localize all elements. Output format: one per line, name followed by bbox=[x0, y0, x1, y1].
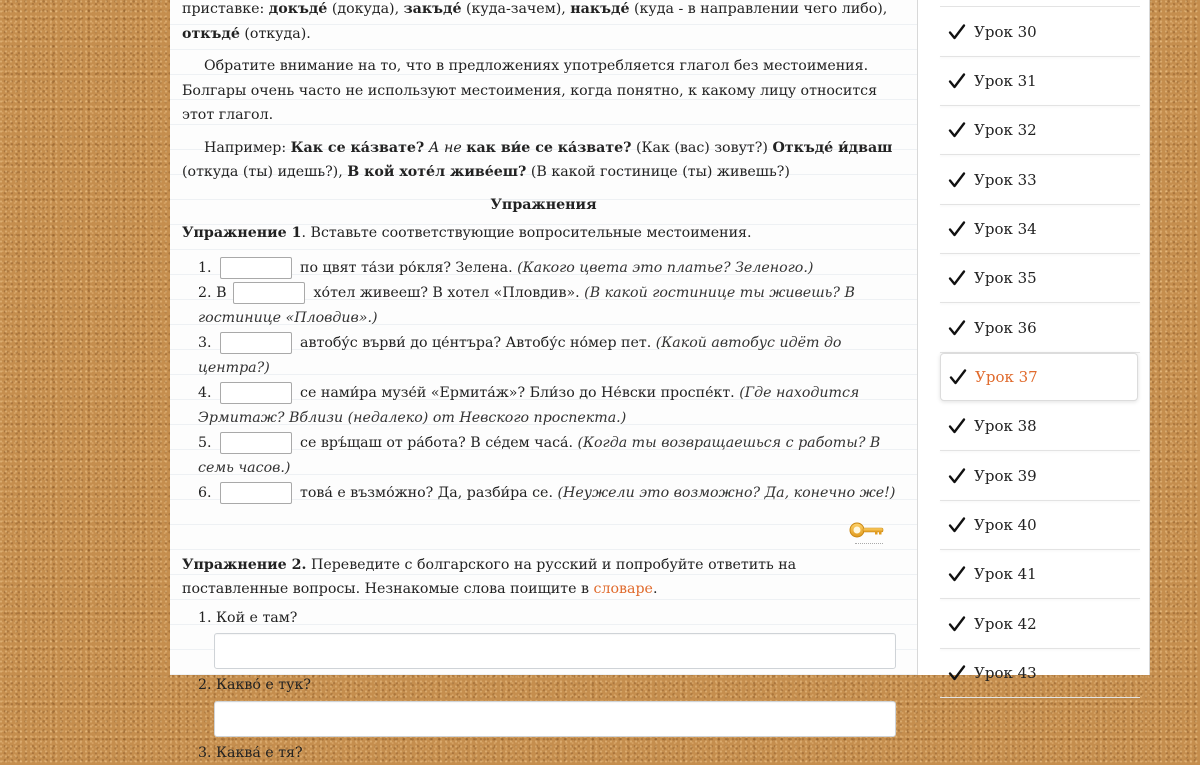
sidebar-item-lesson-35[interactable] bbox=[940, 254, 1140, 302]
exercise-instruction: . Вставьте соответствующие вопросительные местоимения. bbox=[302, 225, 752, 241]
sidebar-item-lesson-39[interactable] bbox=[940, 452, 1140, 500]
item-number: 2. bbox=[198, 285, 212, 301]
answer-input-2[interactable] bbox=[214, 701, 896, 737]
blank-input-2[interactable] bbox=[233, 282, 305, 304]
exercise-title: Упражнение 2. bbox=[182, 557, 306, 573]
item-number: 5. bbox=[198, 431, 213, 456]
note-paragraph: Обратите внимание на то, что в предложениях употребляется глагол без местоимения. Болгары очень часто не используют местоимения, когда понятно, к какому лицу относится этот глагол. bbox=[182, 54, 905, 128]
answer-key-row bbox=[182, 507, 905, 553]
item-text: се връ́щаш от ра́бота? В се́дем часа́. bbox=[300, 435, 577, 451]
text: (В какой гостинице (ты) живешь?) bbox=[526, 164, 790, 180]
item-translation: (Когда ты возвращаешься с работы? В семь часов.) bbox=[198, 435, 880, 476]
lesson-label: Урок 39 bbox=[974, 467, 1037, 485]
item-translation: (Неужели это возможно? Да, конечно же!) bbox=[557, 485, 895, 501]
exercise-2-questions bbox=[182, 606, 905, 765]
lesson-label: Урок 31 bbox=[974, 72, 1037, 90]
exercise-item bbox=[182, 481, 905, 506]
item-text: се нами́ра музе́й «Ермита́ж»? Бли́зо до Не́вски проспе́кт. bbox=[300, 385, 739, 401]
exercise-item bbox=[182, 431, 905, 480]
sidebar-item-lesson-38[interactable] bbox=[940, 402, 1140, 450]
exercise-item bbox=[182, 281, 905, 330]
word: накъде́ bbox=[570, 1, 629, 17]
exercise-1-list bbox=[182, 256, 905, 506]
blank-input-1[interactable] bbox=[220, 257, 292, 279]
lesson-label: Урок 41 bbox=[974, 565, 1037, 583]
word: докъде́ bbox=[269, 1, 328, 17]
intro-paragraph bbox=[182, 0, 905, 46]
sidebar-item-lesson-40[interactable] bbox=[940, 501, 1140, 549]
question-label: 3. Каква́ е тя? bbox=[182, 741, 905, 765]
phrase: А не bbox=[429, 140, 462, 156]
sidebar-item-lesson-31[interactable] bbox=[940, 57, 1140, 105]
exercise-instruction: Переведите с болгарского на русский и попробуйте ответить на поставленные вопросы. Незнакомые слова поищите в bbox=[182, 557, 796, 598]
sidebar-item-lesson-36[interactable] bbox=[940, 304, 1140, 352]
sidebar-item-lesson-37[interactable] bbox=[940, 353, 1138, 401]
exercise-1-title bbox=[182, 221, 905, 246]
sidebar-item-lesson-33[interactable] bbox=[940, 156, 1140, 204]
checkmark-icon bbox=[948, 467, 966, 485]
checkmark-icon bbox=[948, 664, 966, 682]
exercise-item bbox=[182, 381, 905, 430]
lessons-sidebar bbox=[917, 0, 1150, 675]
item-text: по цвят та́зи ро́кля? Зелена. bbox=[300, 260, 517, 276]
lesson-label: Урок 35 bbox=[974, 269, 1037, 287]
checkmark-icon bbox=[948, 319, 966, 337]
item-number: 1. bbox=[198, 256, 213, 281]
page-container bbox=[170, 0, 1150, 675]
text: (куда-зачем), bbox=[461, 1, 570, 17]
question-label: 2. Какво́ е тук? bbox=[182, 673, 905, 698]
exercise-item bbox=[182, 256, 905, 281]
checkmark-icon bbox=[948, 121, 966, 139]
text: (докуда), bbox=[327, 1, 403, 17]
item-prefix: В bbox=[216, 285, 226, 301]
phrase: Как се ка́звате? bbox=[291, 140, 425, 156]
lesson-label: Урок 43 bbox=[974, 664, 1037, 682]
text: (Как (вас) зовут?) bbox=[631, 140, 772, 156]
lesson-label: Урок 36 bbox=[974, 319, 1037, 337]
blank-input-3[interactable] bbox=[220, 332, 292, 354]
lesson-label: Урок 38 bbox=[974, 417, 1037, 435]
checkmark-icon bbox=[948, 23, 966, 41]
question-label: 1. Кой е там? bbox=[182, 606, 905, 631]
lesson-label: Урок 42 bbox=[974, 615, 1037, 633]
checkmark-icon bbox=[948, 269, 966, 287]
dictionary-link[interactable]: словаре bbox=[594, 581, 653, 597]
lesson-label: Урок 32 bbox=[974, 121, 1037, 139]
example-paragraph bbox=[182, 136, 905, 185]
item-text: това́ е възмо́жно? Да, разби́ра се. bbox=[300, 485, 557, 501]
item-translation: (Какой автобус идёт до центра?) bbox=[198, 335, 841, 376]
checkmark-icon bbox=[948, 565, 966, 583]
text: (куда - в направлении чего либо), bbox=[630, 1, 888, 17]
word: откъде́ bbox=[182, 26, 240, 42]
item-number: 3. bbox=[198, 331, 213, 356]
phrase: Откъде́ и́дваш bbox=[772, 140, 892, 156]
lesson-content bbox=[170, 0, 917, 675]
checkmark-icon bbox=[948, 72, 966, 90]
item-text: хо́тел живееш? В хотел «Пловдив». bbox=[314, 285, 585, 301]
text: приставке: bbox=[182, 1, 269, 17]
phrase: В кой хоте́л живе́еш? bbox=[347, 164, 526, 180]
item-translation: (Где находится Эрмитаж? Вблизи (недалеко) от Невского проспекта.) bbox=[198, 385, 859, 426]
sidebar-item-lesson-32[interactable] bbox=[940, 106, 1140, 154]
sidebar-item-lesson-30[interactable] bbox=[940, 8, 1140, 56]
blank-input-4[interactable] bbox=[220, 382, 292, 404]
divider bbox=[940, 6, 1140, 7]
exercise-title: Упражнение 1 bbox=[182, 225, 302, 241]
lesson-label: Урок 34 bbox=[974, 220, 1037, 238]
section-heading: Упражнения bbox=[182, 193, 905, 218]
checkmark-icon bbox=[948, 171, 966, 189]
checkmark-icon bbox=[948, 615, 966, 633]
text: (откуда). bbox=[240, 26, 311, 42]
text: . bbox=[653, 581, 658, 597]
lesson-label: Урок 37 bbox=[975, 368, 1038, 386]
phrase: как ви́е се ка́звате? bbox=[466, 140, 631, 156]
key-icon[interactable] bbox=[847, 517, 887, 543]
sidebar-item-lesson-43[interactable] bbox=[940, 649, 1140, 697]
checkmark-icon bbox=[949, 368, 967, 386]
exercise-item bbox=[182, 331, 905, 380]
item-text: автобу́с върви́ до це́нтъра? Автобу́с но́мер пет. bbox=[300, 335, 656, 351]
sidebar-item-lesson-41[interactable] bbox=[940, 550, 1140, 598]
item-translation: (Какого цвета это платье? Зеленого.) bbox=[517, 260, 813, 276]
answer-input-1[interactable] bbox=[214, 633, 896, 669]
lesson-label: Урок 33 bbox=[974, 171, 1037, 189]
exercise-2-title bbox=[182, 553, 905, 602]
checkmark-icon bbox=[948, 417, 966, 435]
key-underline bbox=[855, 543, 883, 544]
text: Например: bbox=[204, 140, 291, 156]
word: закъде́ bbox=[404, 1, 462, 17]
lesson-label: Урок 30 bbox=[974, 23, 1037, 41]
checkmark-icon bbox=[948, 516, 966, 534]
item-translation: (В какой гостинице ты живешь? В гостинице «Пловдив».) bbox=[198, 285, 855, 326]
lesson-label: Урок 40 bbox=[974, 516, 1037, 534]
item-number: 6. bbox=[198, 481, 213, 506]
checkmark-icon bbox=[948, 220, 966, 238]
text: (откуда (ты) идешь?), bbox=[182, 164, 347, 180]
sidebar-item-lesson-34[interactable] bbox=[940, 205, 1140, 253]
item-number: 4. bbox=[198, 381, 213, 406]
blank-input-5[interactable] bbox=[220, 432, 292, 454]
blank-input-6[interactable] bbox=[220, 482, 292, 504]
sidebar-item-lesson-42[interactable] bbox=[940, 600, 1140, 648]
